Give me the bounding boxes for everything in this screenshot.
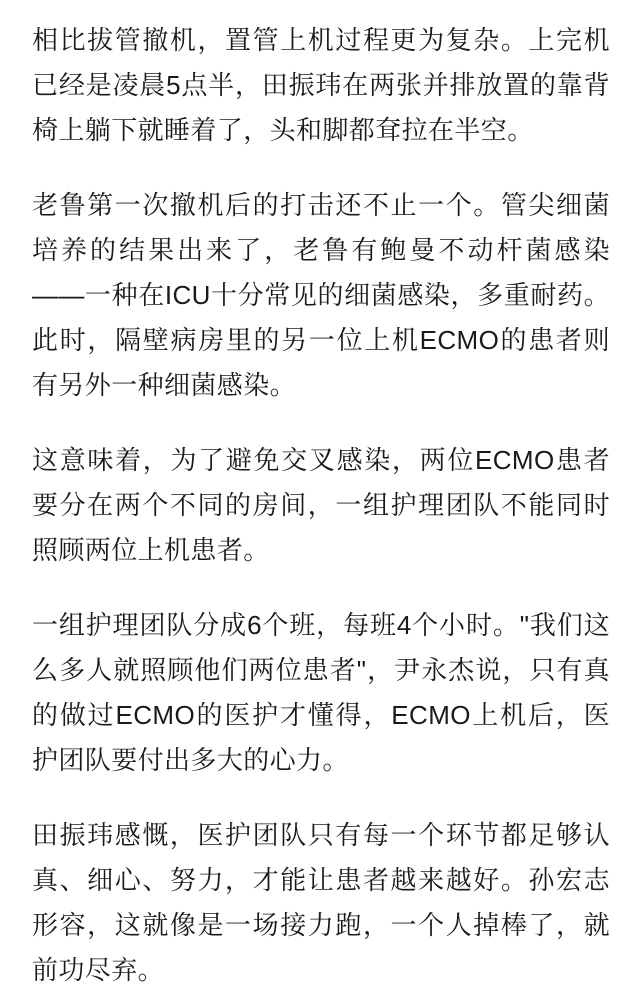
article-paragraph: 田振玮感慨，医护团队只有每一个环节都足够认真、细心、努力，才能让患者越来越好。孙宏志形容，这就像是一场接力跑，一个人掉棒了，就前功尽弃。 (32, 820, 610, 985)
article-paragraph: 老鲁第一次撤机后的打击还不止一个。管尖细菌培养的结果出来了，老鲁有鲍曼不动杆菌感染——一种在ICU十分常见的细菌感染，多重耐药。此时，隔壁病房里的另一位上机ECMO的患者则有另外一种细菌感染。 (32, 190, 610, 400)
article-paragraph: 一组护理团队分成6个班，每班4个小时。"我们这么多人就照顾他们两位患者"，尹永杰说，只有真的做过ECMO的医护才懂得，ECMO上机后，医护团队要付出多大的心力。 (32, 610, 610, 775)
article-paragraph: 相比拔管撤机，置管上机过程更为复杂。上完机已经是凌晨5点半，田振玮在两张并排放置的靠背椅上躺下就睡着了，头和脚都耷拉在半空。 (32, 25, 610, 145)
article-paragraph: 这意味着，为了避免交叉感染，两位ECMO患者要分在两个不同的房间，一组护理团队不能同时照顾两位上机患者。 (32, 445, 610, 565)
